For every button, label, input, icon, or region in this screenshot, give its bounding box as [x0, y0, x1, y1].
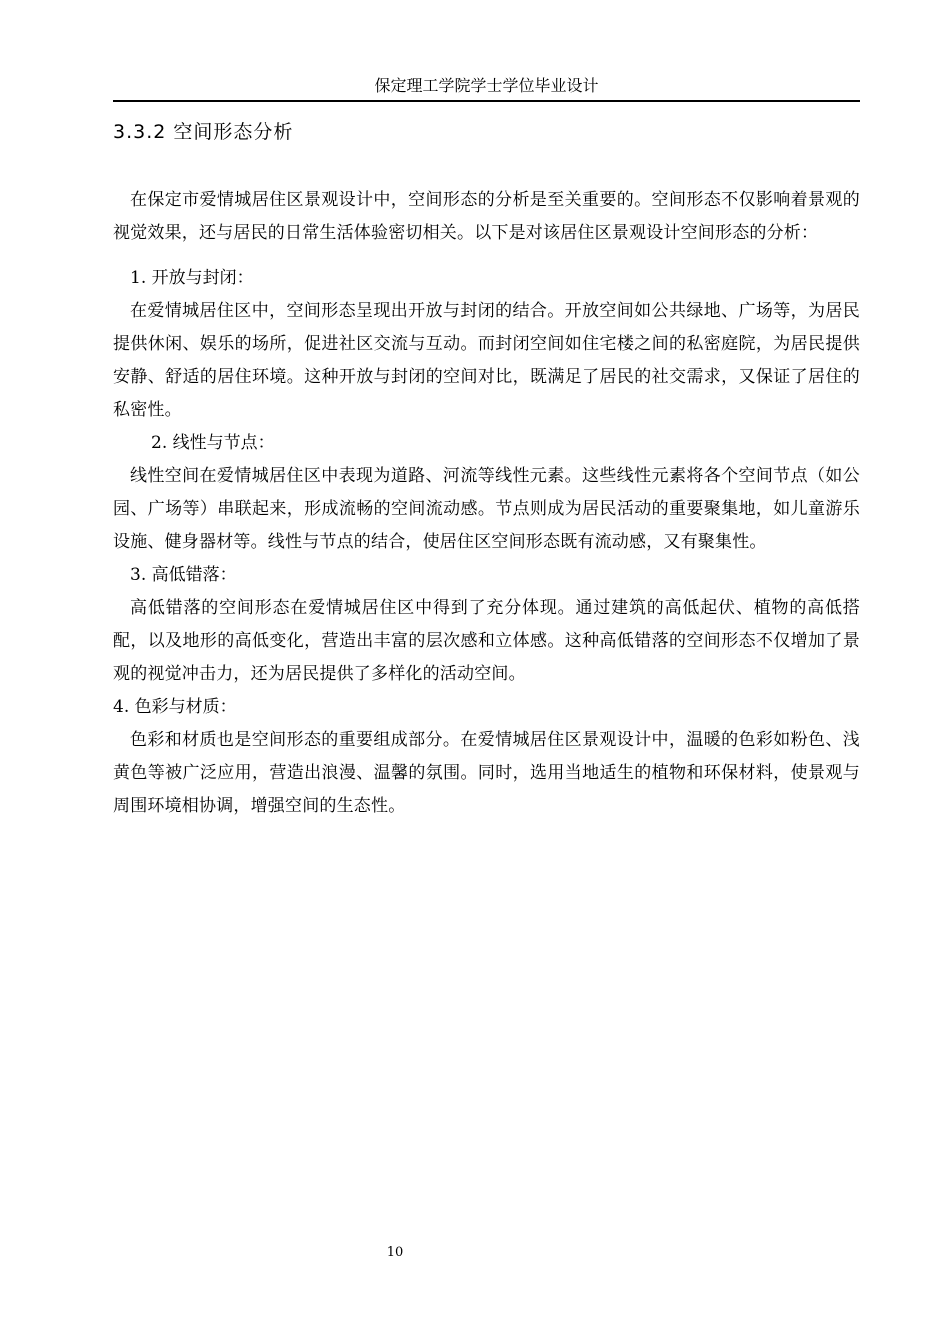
item-heading-1: 1. 开放与封闭： [130, 268, 254, 288]
page-number: 10 [386, 1245, 404, 1260]
item-body-3: 高低错落的空间形态在爱情城居住区中得到了充分体现。通过建筑的高低起伏、植物的高低搭配，以及地形的高低变化，营造出丰富的层次感和立体感。这种高低错落的空间形态不仅增加了景观的视觉冲击力，还为居民提供了多样化的活动空间。 [113, 598, 860, 684]
item-heading-2: 2. 线性与节点： [151, 433, 275, 453]
body-content [113, 184, 860, 823]
section-heading: 3.3.2 空间形态分析 [113, 121, 294, 143]
item-body-2: 线性空间在爱情城居住区中表现为道路、河流等线性元素。这些线性元素将各个空间节点（如公园、广场等）串联起来，形成流畅的空间流动感。节点则成为居民活动的重要聚集地，如儿童游乐设施、健身器材等。线性与节点的结合，使居住区空间形态既有流动感，又有聚集性。 [113, 466, 860, 552]
item-body-1: 在爱情城居住区中，空间形态呈现出开放与封闭的结合。开放空间如公共绿地、广场等，为居民提供休闲、娱乐的场所，促进社区交流与互动。而封闭空间如住宅楼之间的私密庭院，为居民提供安静、舒适的居住环境。这种开放与封闭的空间对比，既满足了居民的社交需求，又保证了居住的私密性。 [113, 301, 860, 420]
intro-paragraph: 在保定市爱情城居住区景观设计中，空间形态的分析是至关重要的。空间形态不仅影响着景观的视觉效果，还与居民的日常生活体验密切相关。以下是对该居住区景观设计空间形态的分析： [113, 190, 860, 243]
running-header: 保定理工学院学士学位毕业设计 [374, 76, 599, 95]
header-rule [113, 100, 860, 102]
item-heading-4: 4. 色彩与材质： [113, 697, 237, 717]
item-body-4: 色彩和材质也是空间形态的重要组成部分。在爱情城居住区景观设计中，温暖的色彩如粉色、浅黄色等被广泛应用，营造出浪漫、温馨的氛围。同时，选用当地适生的植物和环保材料，使景观与周围环境相协调，增强空间的生态性。 [113, 730, 860, 816]
item-heading-3: 3. 高低错落： [130, 565, 237, 585]
